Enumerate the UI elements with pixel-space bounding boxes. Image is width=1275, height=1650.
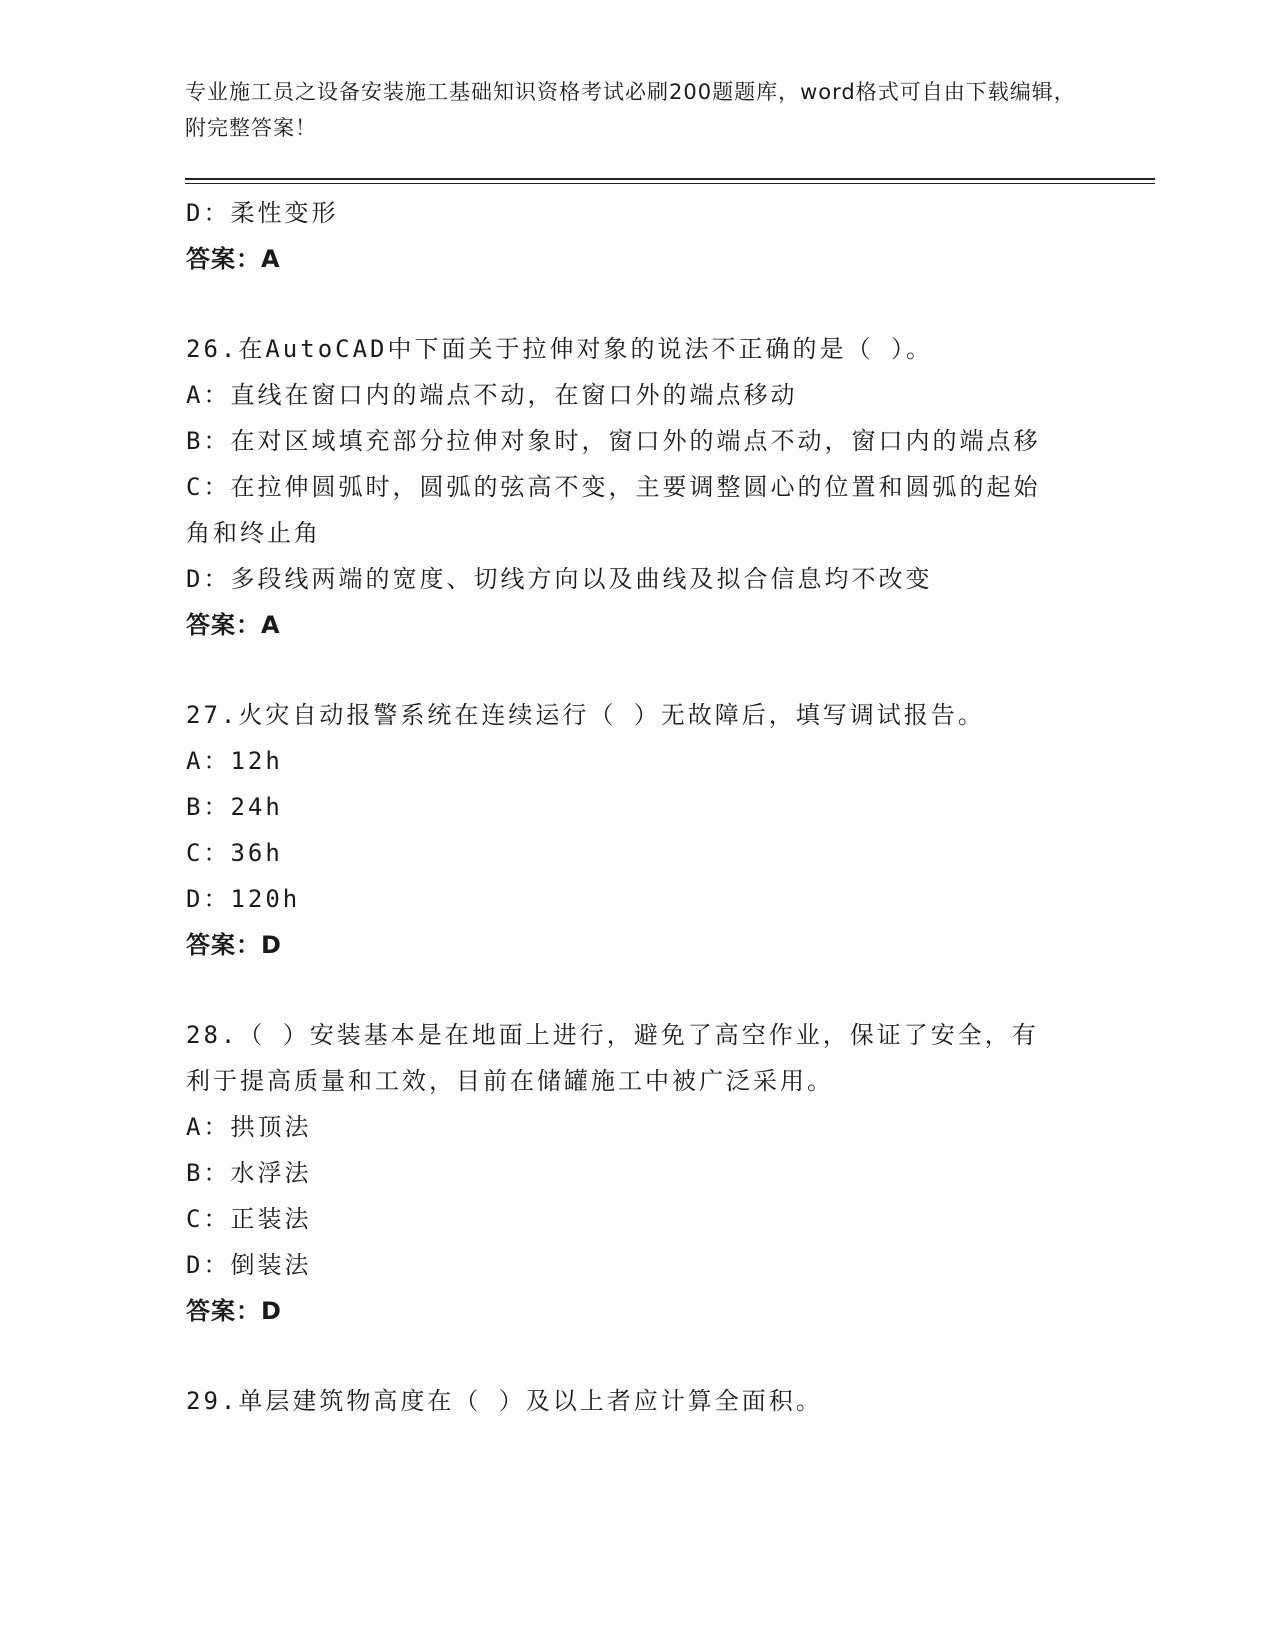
header-rule-thin bbox=[185, 183, 1155, 184]
question-29-stem: 29.单层建筑物高度在（ ）及以上者应计算全面积。 bbox=[186, 1387, 823, 1415]
header-rule-thick bbox=[185, 178, 1155, 180]
question-content bbox=[186, 190, 1086, 1424]
question-27-option-c: C：36h bbox=[186, 839, 283, 867]
question-26-answer: 答案：A bbox=[186, 611, 281, 639]
question-27-answer: 答案：D bbox=[186, 931, 282, 959]
document-header bbox=[185, 74, 1085, 146]
question-28-option-b: B：水浮法 bbox=[186, 1159, 312, 1187]
question-27-option-b: B：24h bbox=[186, 793, 283, 821]
question-28-option-d: D：倒装法 bbox=[186, 1251, 312, 1279]
question-27-option-a: A：12h bbox=[186, 747, 283, 775]
question-28-option-a: A：拱顶法 bbox=[186, 1113, 312, 1141]
question-27-stem: 27.火灾自动报警系统在连续运行（ ）无故障后，填写调试报告。 bbox=[186, 701, 985, 729]
header-text: 专业施工员之设备安装施工基础知识资格考试必刷200题题库，word格式可自由下载编辑，附完整答案！ bbox=[185, 80, 1076, 140]
question-28-stem: 28.（ ）安装基本是在地面上进行，避免了高空作业，保证了安全，有利于提高质量和工效，目前在储罐施工中被广泛采用。 bbox=[186, 1021, 1039, 1095]
question-27-option-d: D：120h bbox=[186, 885, 301, 913]
question-26-stem: 26.在AutoCAD中下面关于拉伸对象的说法不正确的是（ ）。 bbox=[186, 335, 933, 363]
question-28-option-c: C：正装法 bbox=[186, 1205, 312, 1233]
question-26-option-b: B：在对区域填充部分拉伸对象时，窗口外的端点不动，窗口内的端点移 bbox=[186, 427, 1041, 455]
question-26-option-a: A：直线在窗口内的端点不动，在窗口外的端点移动 bbox=[186, 381, 798, 409]
prev-answer: 答案：A bbox=[186, 245, 281, 273]
question-26-option-c: C：在拉伸圆弧时，圆弧的弦高不变，主要调整圆心的位置和圆弧的起始角和终止角 bbox=[186, 473, 1041, 547]
question-26-option-d: D：多段线两端的宽度、切线方向以及曲线及拟合信息均不改变 bbox=[186, 565, 933, 593]
question-28-answer: 答案：D bbox=[186, 1297, 282, 1325]
prev-option-d: D：柔性变形 bbox=[186, 199, 339, 227]
